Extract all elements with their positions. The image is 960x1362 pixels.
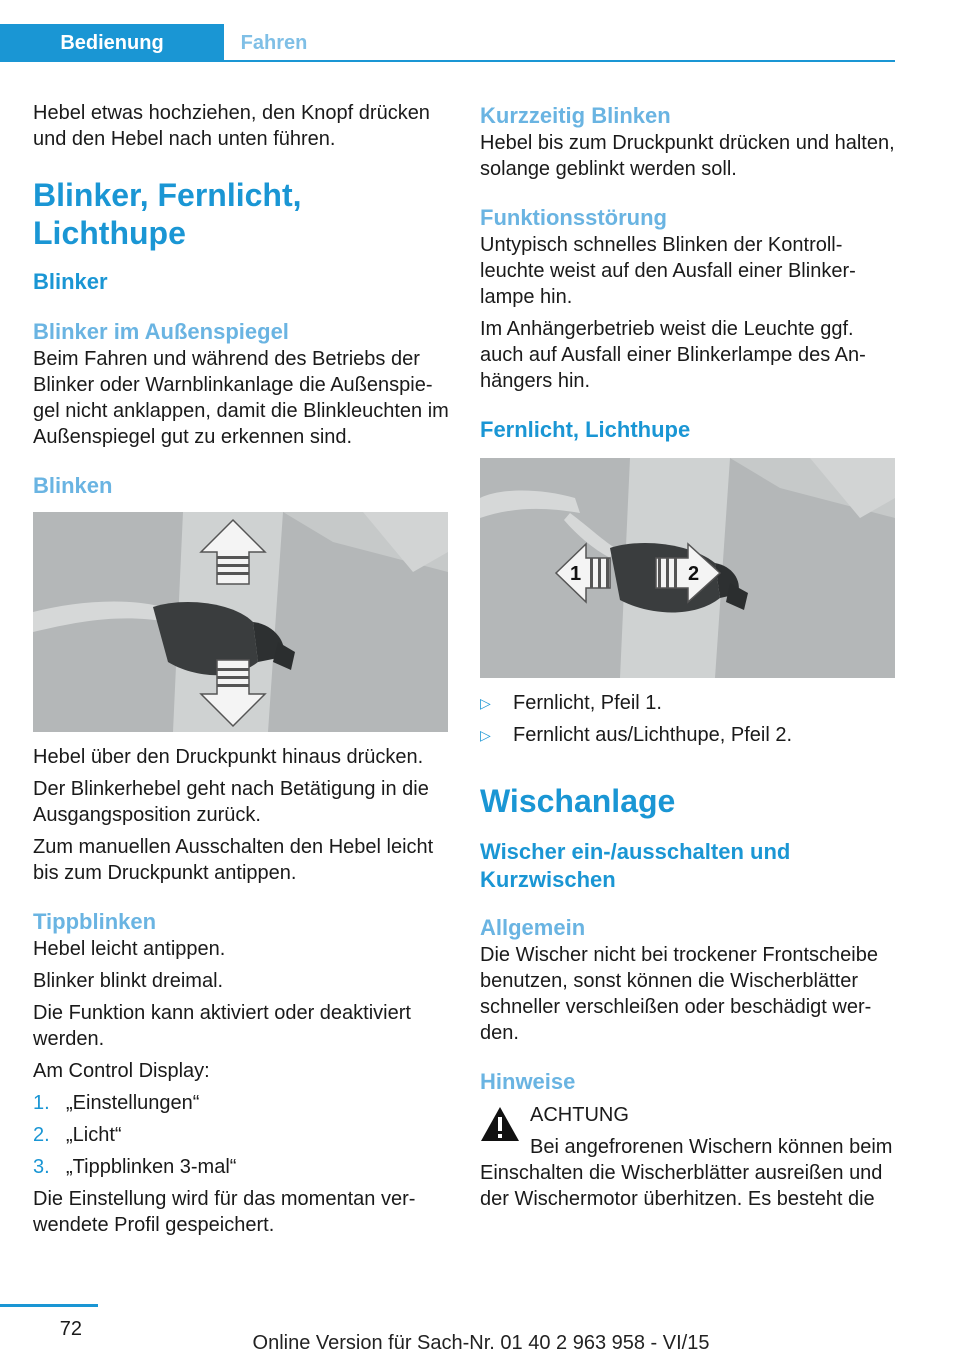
steps-list bbox=[33, 1090, 451, 1180]
section-title: Blinker, Fernlicht, Lichthupe bbox=[33, 177, 302, 251]
intro-text: Hebel etwas hochziehen, den Knopf drücken und den Hebel nach unten führen. bbox=[33, 102, 430, 150]
heading-fernlicht: Fernlicht, Lichthupe bbox=[480, 417, 691, 442]
heading-aussenspiegel: Blinker im Außenspiegel bbox=[33, 319, 289, 344]
blinker-lever-illustration bbox=[33, 512, 448, 732]
warning-triangle-icon bbox=[480, 1106, 520, 1142]
page-number: 72 bbox=[59, 1318, 82, 1340]
heading-blinken: Blinken bbox=[33, 473, 113, 498]
fernlicht-lever-illustration bbox=[480, 458, 895, 678]
list-item: 1. „Einstellungen“ bbox=[33, 1092, 200, 1114]
footer-rule bbox=[0, 1304, 98, 1307]
figure-fernlicht-lever bbox=[480, 458, 895, 678]
warning-text-2: Einschalten die Wischerblätter ausreißen und der Wischermotor überhitzen. Es besteht die bbox=[480, 1162, 883, 1210]
text-kurzzeitig: Hebel bis zum Druckpunkt drücken und halten, solange geblinkt werden soll. bbox=[480, 132, 895, 180]
text-blinken-3: Zum manuellen Ausschalten den Hebel leicht bis zum Druckpunkt antippen. bbox=[33, 836, 434, 884]
arrow-label-2: 2 bbox=[688, 563, 700, 585]
heading-hinweise: Hinweise bbox=[480, 1069, 576, 1094]
list-item: ▷ Fernlicht aus/Lichthupe, Pfeil 2. bbox=[480, 724, 793, 746]
text-stoerung-1: Untypisch schnelles Blinken der Kontrollleuchte weist auf den Ausfall einer Blinkerlampe hin. bbox=[480, 234, 856, 308]
warning-title: ACHTUNG bbox=[530, 1104, 629, 1126]
left-column bbox=[33, 100, 451, 1238]
text-tipp-3: Die Funktion kann aktiviert oder deaktiviert werden. bbox=[33, 1002, 411, 1050]
list-item: ▷ Fernlicht, Pfeil 1. bbox=[480, 692, 662, 714]
heading-allgemein: Allgemein bbox=[480, 915, 586, 940]
tab-bedienung[interactable]: Bedienung bbox=[0, 24, 224, 62]
text-stoerung-2: Im Anhängerbetrieb weist die Leuchte ggf. auch auf Ausfall einer Blinkerlampe des Anhängers hin. bbox=[480, 318, 866, 392]
heading-blinker: Blinker bbox=[33, 269, 108, 294]
warning-block bbox=[480, 1102, 896, 1160]
text-allgemein: Die Wischer nicht bei trockener Frontscheibe benutzen, sonst können die Wischerblätter schneller verschleißen oder beschädigt werden. bbox=[480, 944, 878, 1044]
bullet-triangle-icon: ▷ bbox=[480, 727, 491, 743]
section-title-wischanlage: Wischanlage bbox=[480, 783, 676, 819]
right-column bbox=[480, 100, 896, 1212]
list-item: 2. „Licht“ bbox=[33, 1124, 122, 1146]
heading-tippblinken: Tippblinken bbox=[33, 909, 157, 934]
heading-wischer: Wischer ein-/ausschalten und Kurzwischen bbox=[480, 839, 791, 892]
text-tipp-2: Blinker blinkt dreimal. bbox=[33, 970, 224, 992]
header-bar bbox=[0, 0, 895, 62]
text-aussenspiegel: Beim Fahren und während des Betriebs der Blinker oder Warnblinkanlage die Außenspiegel nicht anklappen, damit die Blinkleuchten im Außenspiegel gut zu erkennen sind. bbox=[33, 348, 449, 448]
text-tipp-1: Hebel leicht antippen. bbox=[33, 938, 226, 960]
fernlicht-list bbox=[480, 690, 896, 748]
list-item: 3. „Tippblinken 3-mal“ bbox=[33, 1156, 237, 1178]
text-blinken-2: Der Blinkerhebel geht nach Betätigung in die Ausgangsposition zurück. bbox=[33, 778, 429, 826]
arrow-label-1: 1 bbox=[570, 563, 582, 585]
online-version-footer: Online Version für Sach-Nr. 01 40 2 963 958 - VI/15 bbox=[252, 1332, 710, 1354]
warning-text-1: Bei angefrorenen Wischern können beim bbox=[530, 1136, 893, 1158]
tab-fahren[interactable]: Fahren bbox=[240, 32, 308, 54]
heading-kurzzeitig: Kurzzeitig Blinken bbox=[480, 103, 671, 128]
text-tipp-5: Die Einstellung wird für das momentan verwendete Profil gespeichert. bbox=[33, 1188, 416, 1236]
text-tipp-4: Am Control Display: bbox=[33, 1060, 210, 1082]
header-rule bbox=[0, 60, 895, 62]
heading-funktionsstoerung: Funktionsstörung bbox=[480, 205, 667, 230]
figure-blinker-lever bbox=[33, 512, 448, 732]
bullet-triangle-icon: ▷ bbox=[480, 695, 491, 711]
text-blinken-1: Hebel über den Druckpunkt hinaus drücken. bbox=[33, 746, 424, 768]
